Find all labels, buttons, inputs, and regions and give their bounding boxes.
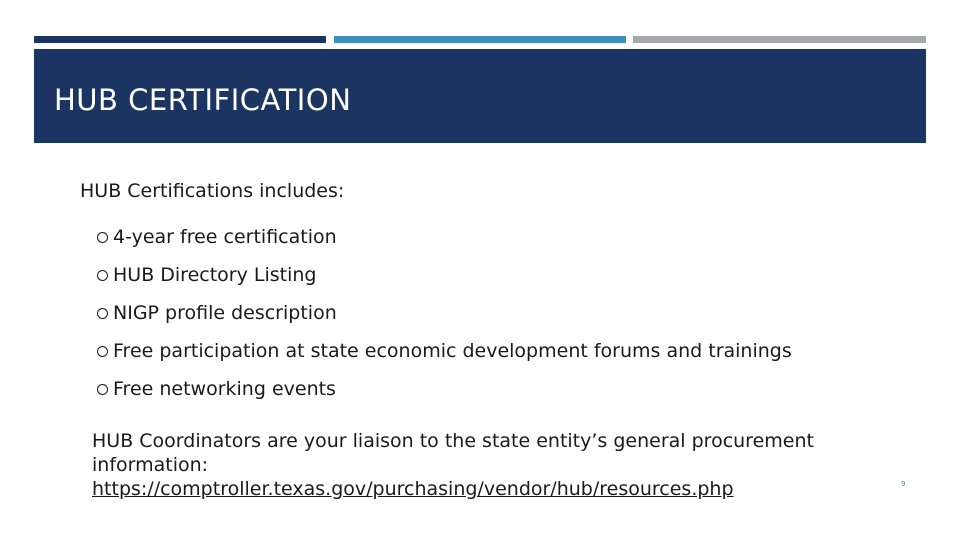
ring-bullet-icon	[97, 346, 108, 357]
intro-text: HUB Certifications includes:	[80, 180, 345, 202]
title-bar	[34, 49, 926, 143]
list-item-text: Free networking events	[113, 378, 336, 400]
ring-bullet-icon	[97, 232, 108, 243]
list-item	[97, 256, 792, 294]
ring-bullet-icon	[97, 308, 108, 319]
coordinator-note	[92, 429, 892, 501]
hub-resources-link[interactable]: https://comptroller.texas.gov/purchasing/vendor/hub/resources.php	[92, 478, 734, 500]
list-item	[97, 332, 792, 370]
list-item	[97, 370, 792, 408]
list-item-text: 4-year free certification	[113, 226, 337, 248]
list-item	[97, 218, 792, 256]
list-item-text: HUB Directory Listing	[113, 264, 317, 286]
list-item-text: Free participation at state economic development forums and trainings	[113, 340, 792, 362]
ring-bullet-icon	[97, 270, 108, 281]
coordinator-note-text: HUB Coordinators are your liaison to the state entity’s general procurement information:	[92, 430, 814, 476]
benefit-list	[97, 218, 792, 408]
ring-bullet-icon	[97, 384, 108, 395]
header-stripe-gray	[633, 36, 926, 43]
page-number: 9	[901, 480, 906, 488]
list-item-text: NIGP profile description	[113, 302, 337, 324]
slide-title: HUB CERTIFICATION	[54, 83, 352, 117]
list-item	[97, 294, 792, 332]
header-stripe-blue	[334, 36, 626, 43]
header-stripe-navy	[34, 36, 326, 43]
